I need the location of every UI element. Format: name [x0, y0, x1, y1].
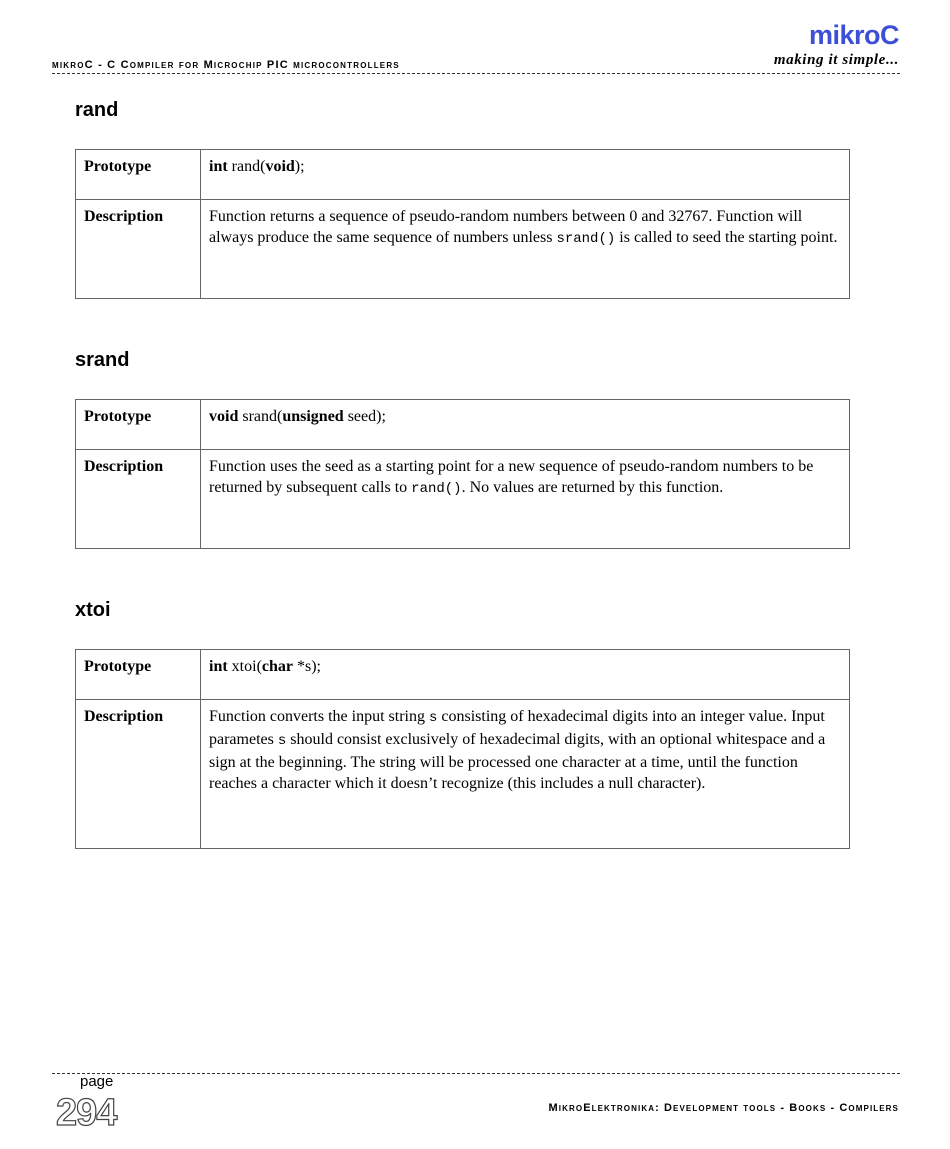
- rand-description: Function returns a sequence of pseudo-random numbers between 0 and 32767. Function will always produce the same sequence of numbers unless srand() is called to seed the starting point.: [201, 200, 850, 299]
- mikroc-logo: mikroC: [808, 20, 899, 50]
- page-number: 294: [56, 1092, 117, 1134]
- description-label: Description: [76, 700, 201, 849]
- section-title-xtoi: xtoi: [75, 599, 111, 621]
- footer-text: MikroElektronika: Development tools - Books - Compilers: [548, 1102, 899, 1114]
- prototype-label: Prototype: [76, 650, 201, 700]
- srand-prototype: void srand(unsigned seed);: [201, 400, 850, 450]
- footer-divider: [52, 1073, 900, 1074]
- rand-table: [75, 149, 850, 299]
- page-label: page: [80, 1073, 114, 1090]
- header-tagline: making it simple...: [773, 52, 899, 68]
- xtoi-prototype: int xtoi(char *s);: [201, 650, 850, 700]
- header-divider: [52, 73, 900, 74]
- xtoi-description: Function converts the input string s consisting of hexadecimal digits into an integer value. Input parametes s should consist exclusively of hexadecimal digits, with an optional whitespace and a sign at the beginning. The string will be processed one character at a time, until the function reaches a character which it doesn’t recognize (this includes a null character).: [201, 700, 850, 849]
- section-title-srand: srand: [75, 349, 130, 371]
- prototype-label: Prototype: [76, 400, 201, 450]
- xtoi-table: [75, 649, 850, 849]
- rand-prototype: int rand(void);: [201, 150, 850, 200]
- prototype-label: Prototype: [76, 150, 201, 200]
- srand-description: Function uses the seed as a starting point for a new sequence of pseudo-random numbers to be returned by subsequent calls to rand(). No values are returned by this function.: [201, 450, 850, 549]
- srand-table: [75, 399, 850, 549]
- description-label: Description: [76, 200, 201, 299]
- description-label: Description: [76, 450, 201, 549]
- header-title: mikroC - C Compiler for Microchip PIC microcontrollers: [52, 59, 400, 71]
- section-title-rand: rand: [75, 99, 119, 121]
